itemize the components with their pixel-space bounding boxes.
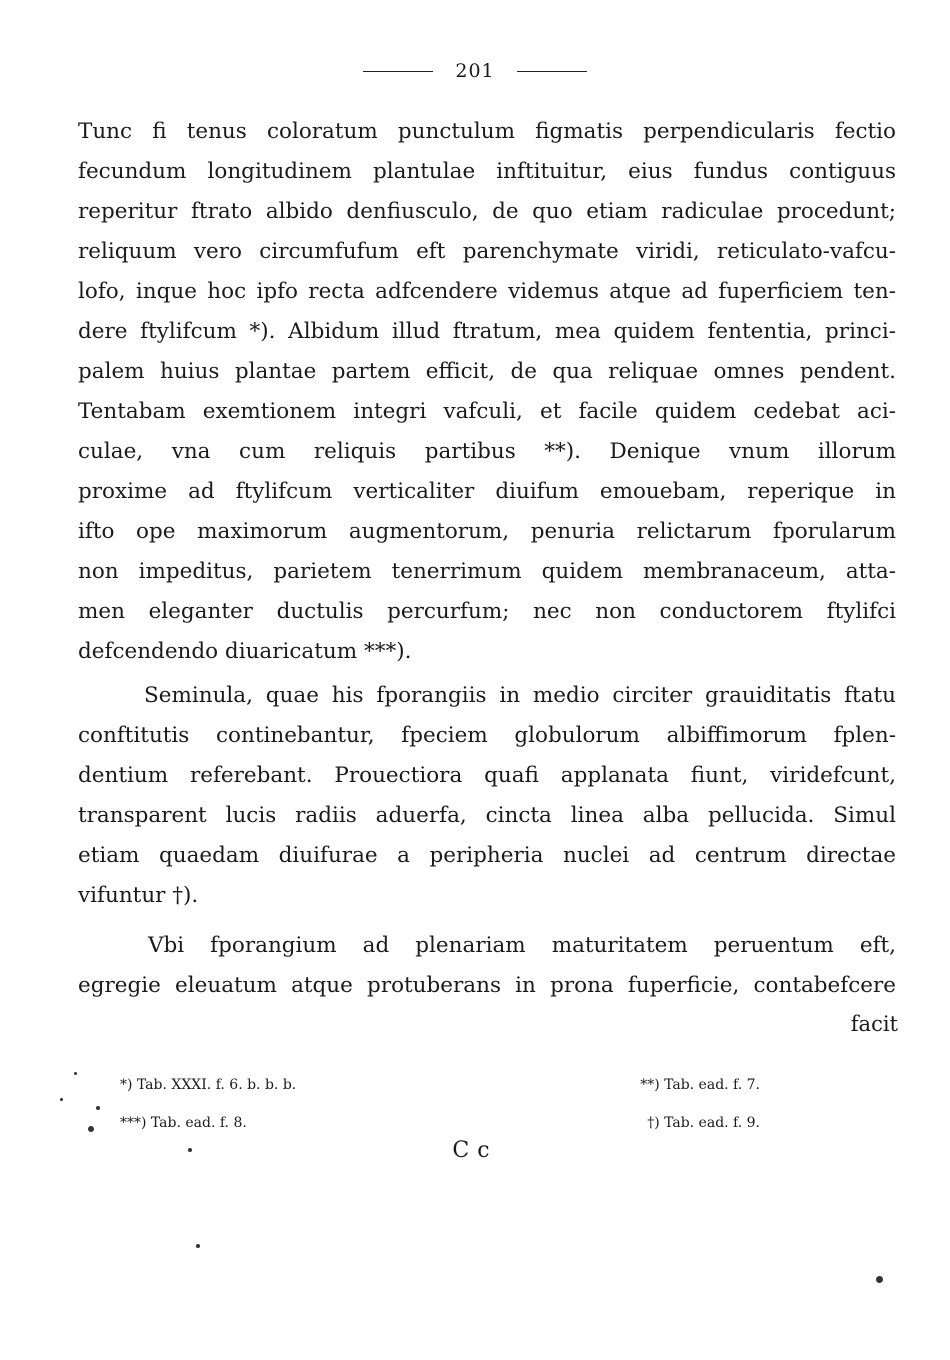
text-line: Vbi fporangium ad plenariam maturitatem peruentum eft, [148, 933, 896, 958]
text-line: reperitur ftrato albido denfiusculo, de quo etiam radiculae procedunt; [78, 199, 896, 224]
paragraph-1 [78, 112, 896, 672]
scan-speck [74, 1072, 77, 1075]
text-line: Seminula, quae his fporangiis in medio circiter grauiditatis ftatu [144, 683, 896, 708]
text-line: palem huius plantae partem efficit, de qua reliquae omnes pendent. [78, 359, 896, 384]
text-line: ifto ope maximorum augmentorum, penuria relictarum fporularum [78, 519, 896, 544]
catchword: facit [850, 1012, 898, 1036]
header-rule-right [517, 71, 587, 72]
scan-speck [60, 1098, 63, 1101]
text-line: dentium referebant. Prouectiora quafi applanata fiunt, viridefcunt, [78, 763, 896, 788]
text-line: egregie eleuatum atque protuberans in prona fuperficie, contabefcere [78, 973, 896, 998]
footnote: **) Tab. ead. f. 7. [640, 1077, 760, 1093]
paragraph-3 [78, 926, 896, 1006]
text-line: culae, vna cum reliquis partibus **). Denique vnum illorum [78, 439, 896, 464]
header-rule-left [363, 71, 433, 72]
page-number: 201 [455, 60, 495, 82]
text-line: transparent lucis radiis aduerfa, cincta linea alba pellucida. Simul [78, 803, 896, 828]
scan-speck [188, 1148, 192, 1152]
text-line: Tentabam exemtionem integri vafculi, et facile quidem cedebat aci- [78, 399, 896, 424]
text-line: lofo, inque hoc ipfo recta adfcendere videmus atque ad fuperficiem ten- [78, 279, 896, 304]
footnotes [120, 1066, 760, 1142]
text-line: men eleganter ductulis percurfum; nec non conductorem ftylifci [78, 599, 896, 624]
text-line: vifuntur †). [78, 883, 199, 908]
footnote: †) Tab. ead. f. 9. [647, 1115, 760, 1131]
text-line: fecundum longitudinem plantulae inftituitur, eius fundus contiguus [78, 159, 896, 184]
text-line: conftitutis continebantur, fpeciem globulorum albiffimorum fplen- [78, 723, 896, 748]
scan-speck [876, 1276, 883, 1283]
text-line: proxime ad ftylifcum verticaliter diuifum emouebam, reperique in [78, 479, 896, 504]
text-line: dere ftylifcum *). Albidum illud ftratum, mea quidem fententia, princi- [78, 319, 896, 344]
text-line: Tunc fi tenus coloratum punctulum figmatis perpendicularis fectio [78, 119, 896, 144]
scan-speck [96, 1106, 100, 1110]
signature-mark: Cc [452, 1138, 498, 1163]
scan-speck [88, 1126, 94, 1132]
text-line: defcendendo diuaricatum ***). [78, 639, 412, 664]
footnote-row [120, 1066, 760, 1104]
paragraph-2 [78, 676, 896, 916]
page-header [0, 60, 950, 82]
text-line: etiam quaedam diuifurae a peripheria nuclei ad centrum directae [78, 843, 896, 868]
footnote: ***) Tab. ead. f. 8. [120, 1115, 247, 1131]
text-line: non impeditus, parietem tenerrimum quidem membranaceum, atta- [78, 559, 896, 584]
scan-speck [196, 1244, 200, 1248]
footnote: *) Tab. XXXI. f. 6. b. b. b. [120, 1077, 297, 1093]
text-line: reliquum vero circumfufum eft parenchymate viridi, reticulato-vafcu- [78, 239, 896, 264]
footnote-row [120, 1104, 760, 1142]
